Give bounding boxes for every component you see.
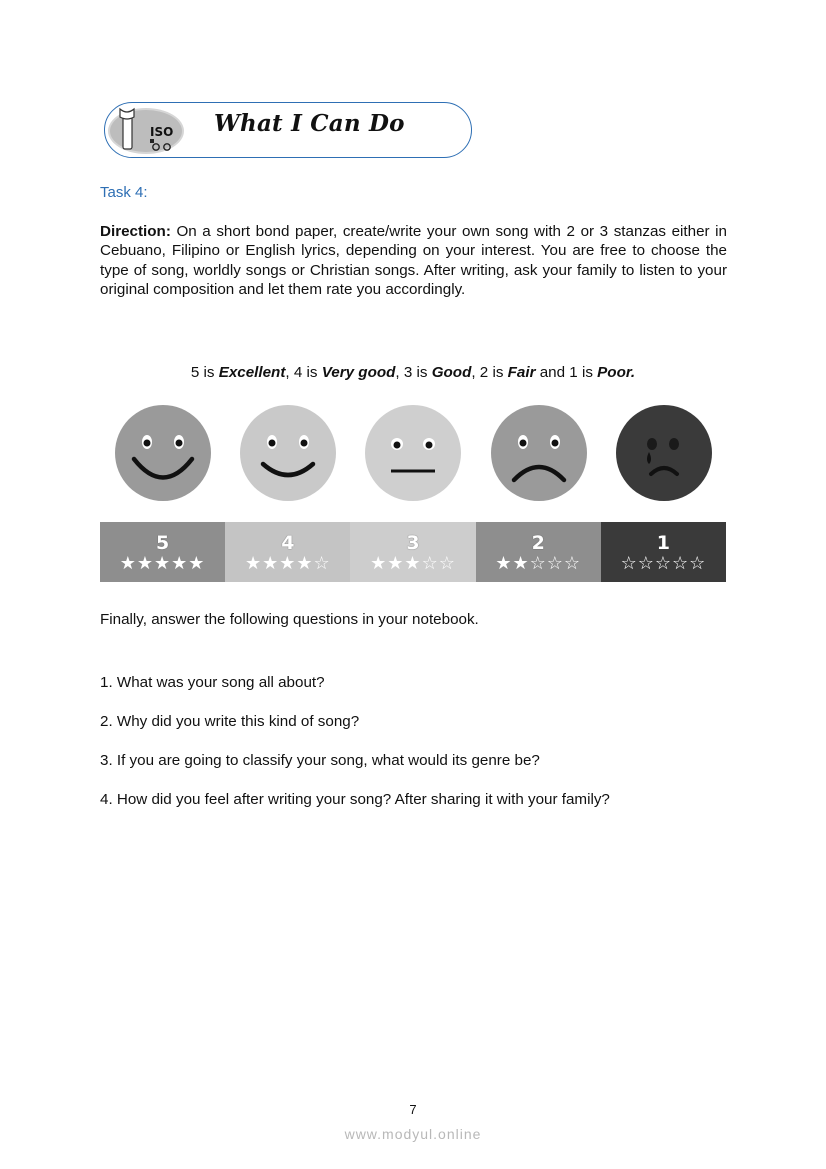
rating-cell-5 — [100, 522, 225, 582]
sad-face-icon — [490, 404, 588, 502]
legend-text: 5 is — [190, 364, 219, 381]
page-number: 7 — [409, 1102, 417, 1117]
legend-text: , 3 is — [395, 364, 432, 381]
legend-excellent: Excellent — [218, 364, 286, 381]
section-header — [104, 102, 472, 158]
emoji-faces-row — [100, 404, 726, 504]
direction-text: On a short bond paper, create/write your own song with 2 or 3 stanzas either in Cebuano, Filipino or English lyrics, depending on your interest. You are free to choose the type of song, worldly songs or Christian songs. After writing, ask your family to listen to your original composition and let them rate you accordingly. — [100, 223, 727, 299]
watermark: www.modyul.online — [344, 1126, 482, 1142]
smiley-face-icon — [239, 404, 337, 502]
rating-cell-4 — [225, 522, 350, 582]
rating-cell-1 — [601, 522, 726, 582]
legend-text: and 1 is — [535, 364, 598, 381]
list-item: 1. What was your song all about? — [100, 674, 325, 691]
star-rating-icon: ★★★★★ — [119, 553, 206, 574]
star-rating-icon: ★★☆☆☆ — [495, 553, 582, 574]
smiley-face-icon — [114, 404, 212, 502]
rating-score: 4 — [281, 532, 295, 554]
legend-very-good: Very good — [321, 364, 396, 381]
list-item: 3. If you are going to classify your song, what would its genre be? — [100, 752, 540, 769]
list-item: 2. Why did you write this kind of song? — [100, 713, 360, 730]
legend-poor: Poor. — [597, 364, 636, 381]
rating-score: 1 — [656, 532, 671, 554]
legend-text: , 4 is — [285, 364, 322, 381]
legend-fair: Fair — [507, 364, 536, 381]
star-rating-icon: ★★★☆☆ — [370, 553, 456, 574]
legend-good: Good — [431, 364, 472, 381]
page-title: What I Can Do — [214, 110, 405, 137]
svg-text:ISO: ISO — [150, 125, 174, 139]
questions-list — [100, 674, 610, 830]
legend-text: , 2 is — [471, 364, 508, 381]
rating-score: 3 — [406, 532, 420, 554]
star-rating-icon: ☆☆☆☆☆ — [620, 553, 707, 574]
star-rating-icon: ★★★★☆ — [244, 553, 331, 574]
list-item: 4. How did you feel after writing your song? After sharing it with your family? — [100, 791, 610, 808]
task-label: Task 4: — [100, 184, 148, 201]
rating-cell-3 — [350, 522, 475, 582]
rating-score: 5 — [155, 532, 170, 554]
direction-lead: Direction: — [100, 223, 171, 240]
rating-cell-2 — [476, 522, 601, 582]
rating-scale — [100, 522, 726, 582]
instructions-text: Finally, answer the following questions in your notebook. — [100, 611, 479, 628]
rating-legend — [0, 364, 826, 381]
neutral-face-icon — [364, 404, 462, 502]
crying-face-icon — [615, 404, 713, 502]
direction-paragraph — [100, 222, 727, 300]
rating-score: 2 — [531, 532, 545, 554]
tools-icon — [106, 105, 210, 155]
